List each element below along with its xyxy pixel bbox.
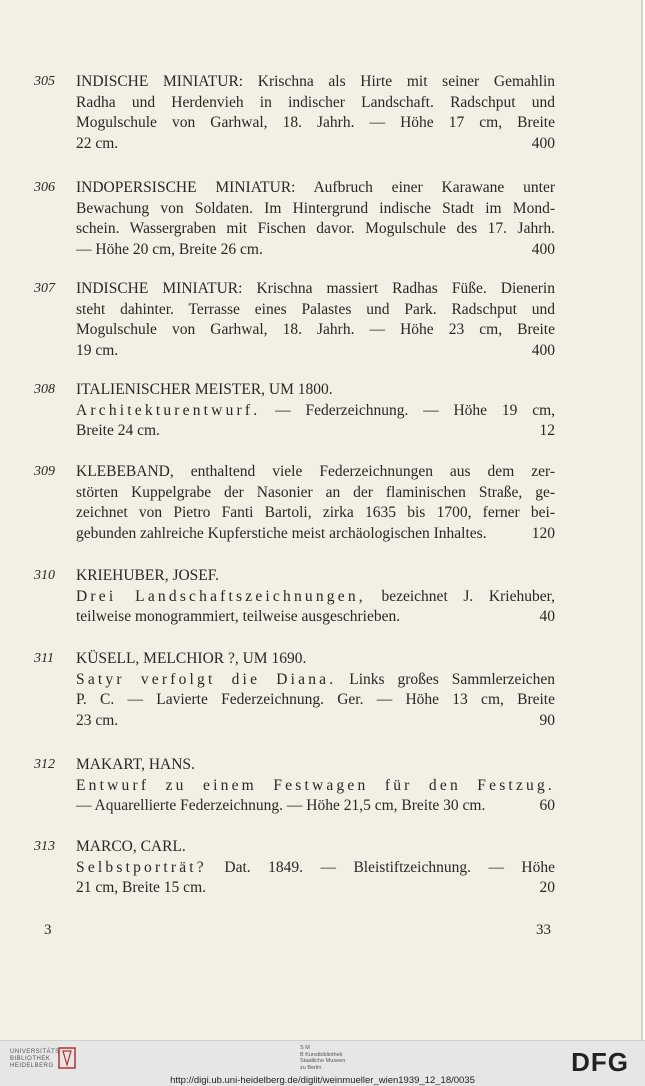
price-estimate: 20	[539, 879, 555, 896]
description-text: 23 cm.	[76, 711, 119, 729]
description-text: 21 cm, Breite 15 cm.	[76, 879, 206, 896]
description-text: — Aquarellierte Federzeichnung. — Höhe 21,5 cm, Breite 30 cm.	[76, 797, 486, 814]
artist-heading: ITALIENISCHER MEISTER, UM 1800.	[76, 381, 333, 398]
description-line: INDISCHE MINIATUR: Krischna massiert Radhas Füße. Dienerin	[76, 280, 555, 297]
entry-description	[76, 649, 555, 731]
entry-description	[76, 72, 555, 154]
artist-heading: KÜSELL, MELCHIOR ?, UM 1690.	[76, 650, 307, 667]
price-estimate: 12	[539, 422, 555, 439]
description-line-with-price	[76, 240, 555, 261]
description-text: Breite 24 cm.	[76, 422, 160, 439]
description-text: 19 cm.	[76, 341, 119, 359]
description-line: Mogulschule von Garhwal, 18. Jahrh. — Höhe 17 cm, Breite	[76, 114, 555, 131]
institution-name: UNIVERSITÄTS BIBLIOTHEK HEIDELBERG	[10, 1049, 60, 1069]
description-text: 22 cm.	[76, 134, 119, 152]
entry-description	[76, 837, 555, 899]
description-line: Mogulschule von Garhwal, 18. Jahrh. — Höhe 23 cm, Breite	[76, 321, 555, 338]
digital-library-footer	[0, 1040, 645, 1086]
description-line	[76, 776, 555, 797]
work-title: Satyr verfolgt die Diana.	[76, 670, 337, 688]
price-estimate: 120	[531, 524, 555, 542]
description-line: INDOPERSISCHE MINIATUR: Aufbruch einer Karawane unter	[76, 179, 555, 196]
artist-heading: KRIEHUBER, JOSEF.	[76, 567, 220, 584]
entry-description	[76, 566, 555, 628]
description-line: INDISCHE MINIATUR: Krischna als Hirte mit seiner Gemahlin	[76, 73, 555, 90]
description-line-with-price	[76, 134, 555, 155]
page-number: 33	[536, 922, 551, 938]
entry-description	[76, 380, 555, 442]
price-estimate: 400	[531, 240, 555, 258]
description-line: schein. Wassergraben mit Fischen davor. Mogulschule des 17. Jahrh.	[76, 220, 555, 237]
price-estimate: 40	[539, 608, 555, 625]
price-estimate: 400	[531, 134, 555, 152]
description-line-with-price	[76, 607, 555, 628]
lot-number: 309	[34, 464, 55, 479]
description-line: störten Kuppelgrabe der Nasonier an der flaminischen Straße, ge-	[76, 483, 555, 501]
lot-number: 311	[34, 651, 54, 666]
description-line: KLEBEBAND, enthaltend viele Federzeichnungen aus dem zer-	[76, 463, 555, 480]
price-estimate: 60	[539, 797, 555, 814]
dfg-logo: DFG	[571, 1047, 629, 1077]
work-title: Entwurf zu einem Festwagen für den Festzug.	[76, 776, 555, 794]
lot-number: 306	[34, 180, 55, 195]
description-line-with-price	[76, 796, 555, 817]
price-estimate: 400	[531, 341, 555, 359]
description-text: Dat. 1849. — Bleistiftzeichnung. — Höhe	[224, 858, 555, 876]
description-line: steht dahinter. Terrasse eines Palastes und Park. Radschput und	[76, 300, 555, 318]
lot-number: 310	[34, 568, 55, 583]
description-line-with-price	[76, 341, 555, 362]
entry-description	[76, 755, 555, 817]
work-title: Selbstporträt?	[76, 858, 207, 876]
entry-description	[76, 178, 555, 260]
signature-mark: 3	[44, 922, 52, 938]
description-line	[76, 858, 555, 879]
lot-number: 307	[34, 281, 55, 296]
lot-number: 313	[34, 839, 55, 854]
entry-description	[76, 279, 555, 361]
lot-number: 305	[34, 74, 55, 89]
description-line: Radha und Herdenvieh in indischer Landschaft. Radschput und	[76, 93, 555, 111]
description-line-with-price	[76, 421, 555, 442]
description-line: Bewachung von Soldaten. Im Hintergrund indische Stadt im Mond-	[76, 199, 555, 217]
library-stamp: S M B Kunstbibliothek Staatliche Museen zu Berlin	[300, 1045, 346, 1071]
entry-description	[76, 462, 555, 544]
description-line	[76, 670, 555, 691]
description-text: teilweise monogrammiert, teilweise ausgeschrieben.	[76, 608, 401, 625]
description-line: P. C. — Lavierte Federzeichnung. Ger. — Höhe 13 cm, Breite	[76, 691, 555, 708]
lot-number: 312	[34, 757, 55, 772]
description-line-with-price	[76, 878, 555, 899]
description-text: Links großes Sammlerzeichen	[349, 670, 555, 688]
description-line-with-price	[76, 711, 555, 732]
description-line	[76, 401, 555, 422]
lot-number: 308	[34, 382, 55, 397]
description-line-with-price	[76, 524, 555, 545]
description-text: — Höhe 20 cm, Breite 26 cm.	[76, 240, 263, 258]
price-estimate: 90	[539, 711, 555, 729]
description-text: bezeichnet J. Kriehuber,	[381, 587, 555, 605]
work-title: Architekturentwurf.	[76, 401, 261, 419]
artist-heading: MARCO, CARL.	[76, 838, 186, 855]
university-seal-icon	[58, 1047, 76, 1069]
description-text: gebunden zahlreiche Kupferstiche meist archäologischen Inhaltes.	[76, 524, 487, 542]
description-text: — Federzeichnung. — Höhe 19 cm,	[275, 401, 555, 419]
work-title: Drei Landschaftszeichnungen,	[76, 587, 366, 605]
page-url-link[interactable]: http://digi.ub.uni-heidelberg.de/diglit/weinmueller_wien1939_12_18/0035	[170, 1075, 475, 1086]
description-line	[76, 587, 555, 608]
artist-heading: MAKART, HANS.	[76, 756, 195, 773]
description-line: zeichnet von Pietro Fanti Bartoli, zirka 1635 bis 1700, ferner bei-	[76, 504, 555, 521]
